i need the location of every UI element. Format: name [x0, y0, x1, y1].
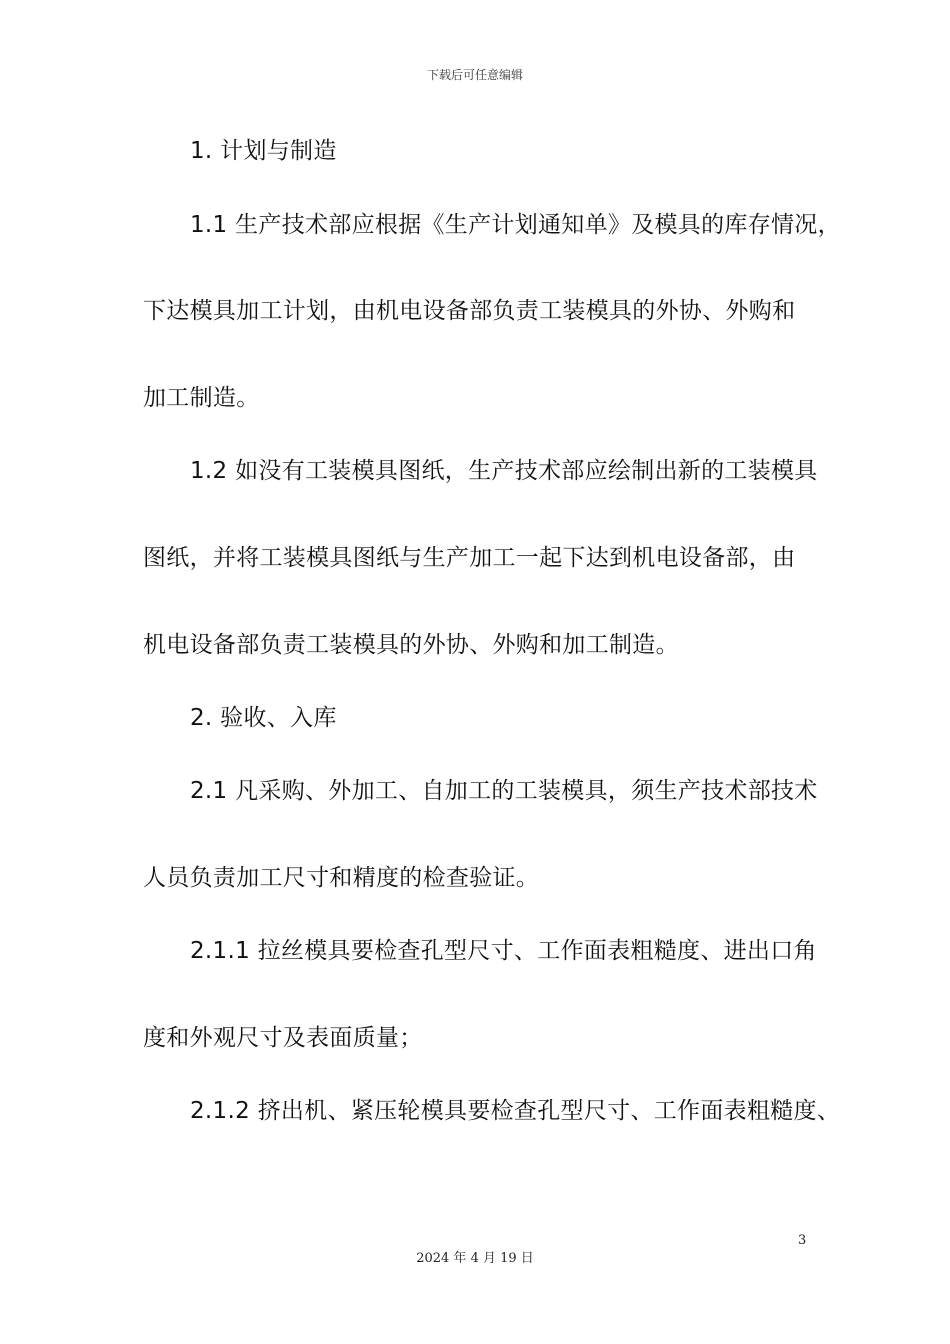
section-heading: 1. 计划与制造	[190, 138, 337, 164]
paragraph-line: 2.1.1 拉丝模具要检查孔型尺寸、工作面表粗糙度、进出口角	[190, 938, 817, 964]
paragraph-line: 机电设备部负责工装模具的外协、外购和加工制造。	[143, 632, 679, 658]
paragraph-line: 人员负责加工尺寸和精度的检查验证。	[143, 865, 540, 891]
paragraph-line: 度和外观尺寸及表面质量；	[143, 1025, 423, 1051]
paragraph-line: 2.1 凡采购、外加工、自加工的工装模具，须生产技术部技术	[190, 778, 818, 804]
paragraph-line: 2.1.2 挤出机、紧压轮模具要检查孔型尺寸、工作面表粗糙度、	[190, 1098, 841, 1124]
paragraph-line: 1.2 如没有工装模具图纸，生产技术部应绘制出新的工装模具	[190, 458, 818, 484]
page-number: 3	[798, 1233, 807, 1248]
paragraph-line: 图纸，并将工装模具图纸与生产加工一起下达到机电设备部，由	[143, 545, 796, 571]
section-heading: 2. 验收、入库	[190, 705, 337, 731]
footer-date: 2024 年 4 月 19 日	[416, 1251, 534, 1266]
paragraph-line: 下达模具加工计划，由机电设备部负责工装模具的外协、外购和	[143, 298, 796, 324]
page-header: 下载后可任意编辑	[426, 68, 523, 82]
paragraph-line: 1.1 生产技术部应根据《生产计划通知单》及模具的库存情况，	[190, 212, 841, 238]
paragraph-line: 加工制造。	[143, 385, 260, 411]
